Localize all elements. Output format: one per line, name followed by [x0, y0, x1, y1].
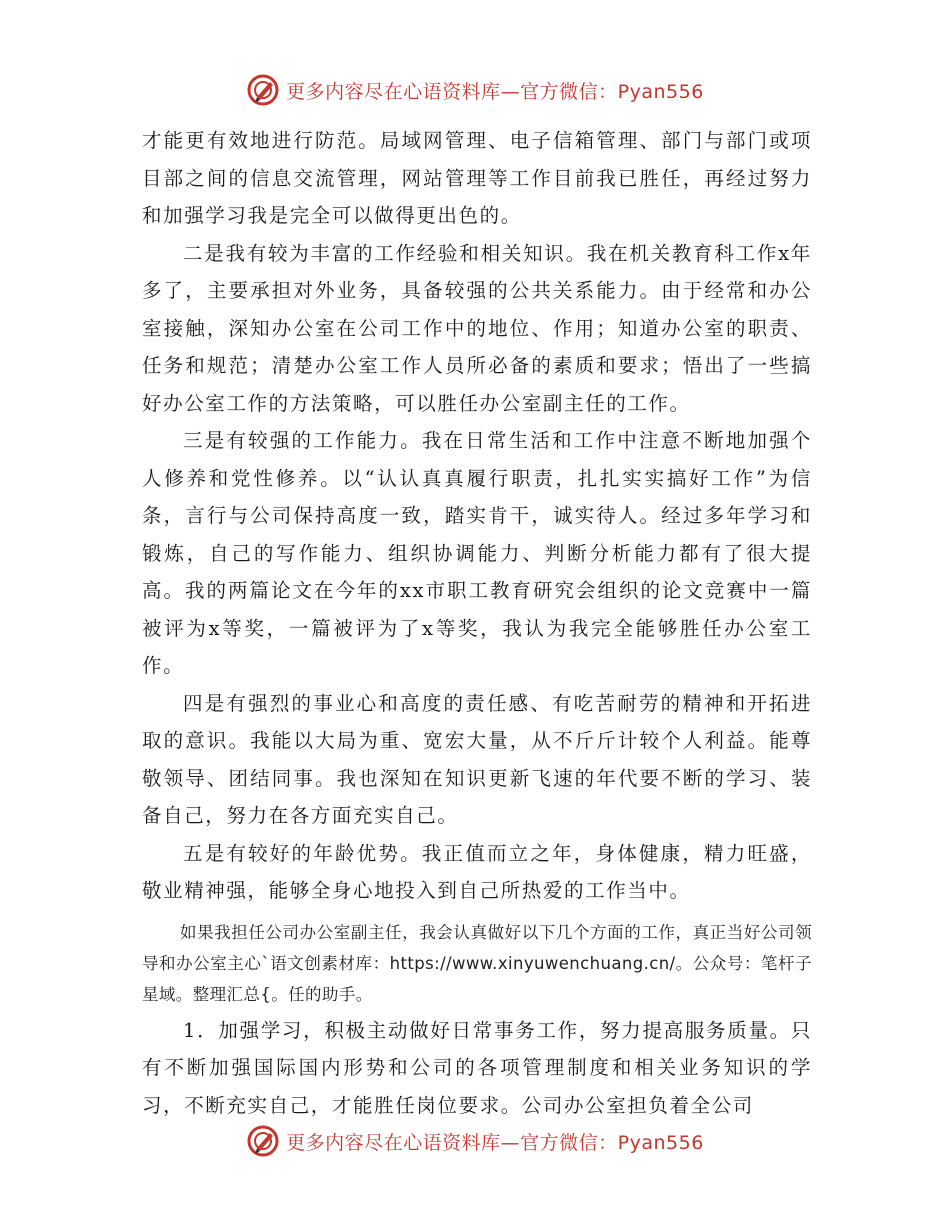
paragraph-5: 五是有较好的年龄优势。我正值而立之年，身体健康，精力旺盛，敬业精神强，能够全身心地投入到自己所热爱的工作当中。: [142, 841, 812, 902]
footer-banner-text: 更多内容尽在心语资料库—官方微信：Pyan556: [286, 1131, 704, 1154]
brand-logo-icon: [246, 1124, 280, 1158]
paragraph-1: 才能更有效地进行防范。局域网管理、电子信箱管理、部门与部门或项目部之间的信息交流管理，网站管理等工作目前我已胜任，再经过努力和加强学习我是完全可以做得更出色的。: [142, 129, 812, 227]
header-banner: [0, 70, 950, 110]
header-banner-text: 更多内容尽在心语资料库—官方微信：Pyan556: [286, 80, 704, 103]
brand-logo-icon: [246, 73, 280, 107]
footer-banner: [0, 1121, 950, 1161]
document-body: [142, 122, 812, 1124]
paragraph-6: 如果我担任公司办公室副主任，我会认真做好以下几个方面的工作，真正当好公司领导和办公室主心`语文创素材库：https://www.xinyuwenchuang.cn/。公众号：笔杆子星域。整理汇总{。任的助手。: [142, 922, 812, 1004]
paragraph-4: 四是有强烈的事业心和高度的责任感、有吃苦耐劳的精神和开拓进取的意识。我能以大局为重、宽宏大量，从不斤斤计较个人利益。能尊敬领导、团结同事。我也深知在知识更新飞速的年代要不断的学习、装备自己，努力在各方面充实自己。: [142, 691, 812, 827]
paragraph-3: 三是有较强的工作能力。我在日常生活和工作中注意不断地加强个人修养和党性修养。以“认认真真履行职责，扎扎实实搞好工作”为信条，言行与公司保持高度一致，踏实肯干，诚实待人。经过多年学习和锻炼，自己的写作能力、组织协调能力、判断分析能力都有了很大提高。我的两篇论文在今年的xx市职工教育研究会组织的论文竞赛中一篇被评为x等奖，一篇被评为了x等奖，我认为我完全能够胜任办公室工作。: [142, 429, 812, 677]
paragraph-2: 二是我有较为丰富的工作经验和相关知识。我在机关教育科工作x年多了，主要承担对外业务，具备较强的公共关系能力。由于经常和办公室接触，深知办公室在公司工作中的地位、作用；知道办公室的职责、任务和规范；清楚办公室工作人员所必备的素质和要求；悟出了一些搞好办公室工作的方法策略，可以胜任办公室副主任的工作。: [142, 241, 812, 415]
paragraph-7: 1．加强学习，积极主动做好日常事务工作，努力提高服务质量。只有不断加强国际国内形势和公司的各项管理制度和相关业务知识的学习，不断充实自己，才能胜任岗位要求。公司办公室担负着全公司: [142, 1018, 812, 1117]
